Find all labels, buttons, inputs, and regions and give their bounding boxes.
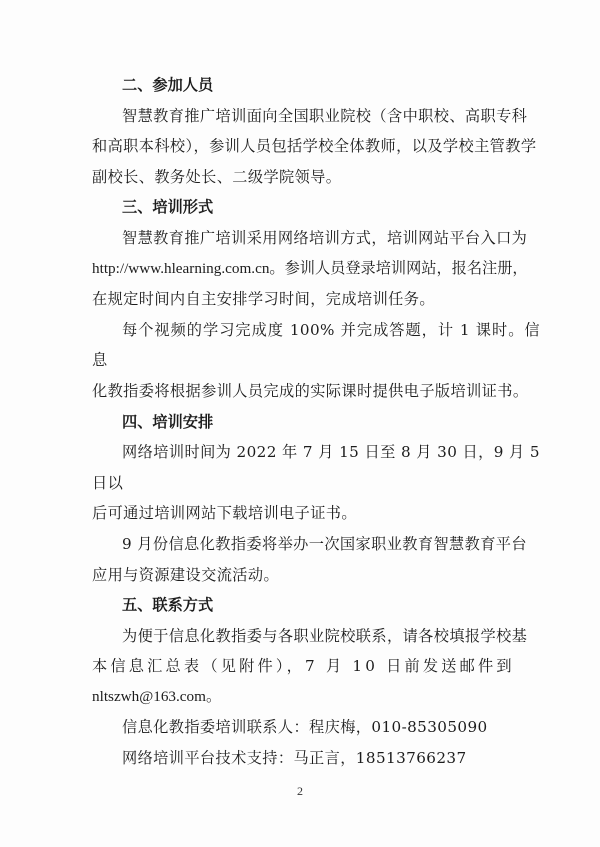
- text-line: 网络培训时间为 2022 年 7 月 15 日至 8 月 30 日，9 月 5 日以: [92, 443, 540, 492]
- text-line: 和高职本科校），参训人员包括学校全体教师，以及学校主管教学: [92, 137, 537, 156]
- section-heading-contact: 五、联系方式: [122, 596, 214, 615]
- page-number: 2: [297, 784, 303, 798]
- text-line: 智慧教育推广培训采用网络培训方式，培训网站平台入口为: [122, 228, 528, 247]
- section-heading-format: 三、培训形式: [122, 198, 214, 217]
- contact-paragraph: [92, 621, 540, 713]
- schedule-paragraph: [92, 437, 540, 529]
- contact-person: 信息化教指委培训联系人：程庆梅，010-85305090: [122, 718, 488, 737]
- text-line: 每个视频的学习完成度 100% 并完成答题，计 1 课时。信息: [92, 320, 540, 370]
- text-line: 为便于信息化教指委与各职业院校联系，请各校填报学校基: [122, 626, 528, 645]
- document-body: [92, 70, 540, 774]
- section-heading-participants: 二、参加人员: [122, 76, 214, 94]
- text-line: 化教指委将根据参训人员完成的实际课时提供电子版培训证书。: [92, 381, 529, 400]
- text-line: 在规定时间内自主安排学习时间，完成培训任务。: [92, 290, 435, 309]
- participants-paragraph: [92, 101, 540, 193]
- text-line: 后可通过培训网站下载培训电子证书。: [92, 504, 357, 523]
- text-line-url: http://www.hlearning.com.cn。参训人员登录培训网站，报名注册，: [92, 259, 528, 277]
- text-line: 9 月份信息化教指委将举办一次国家职业教育智慧教育平台: [122, 534, 527, 553]
- email-address: nltszwh@163.com。: [92, 687, 222, 705]
- tech-support: 网络培训平台技术支持：马正言，18513766237: [122, 749, 467, 768]
- text-line: 副校长、教务处长、二级学院领导。: [92, 167, 342, 186]
- text-line: 应用与资源建设交流活动。: [92, 565, 280, 584]
- section-heading-schedule: 四、培训安排: [122, 412, 214, 431]
- format-paragraph-2: [92, 315, 540, 407]
- schedule-paragraph-2: [92, 529, 540, 590]
- text-line: 本信息汇总表（见附件），7 月 10 日前发送邮件到: [92, 657, 515, 676]
- format-paragraph: [92, 223, 540, 315]
- text-line: 智慧教育推广培训面向全国职业院校（含中职校、高职专科: [122, 106, 528, 125]
